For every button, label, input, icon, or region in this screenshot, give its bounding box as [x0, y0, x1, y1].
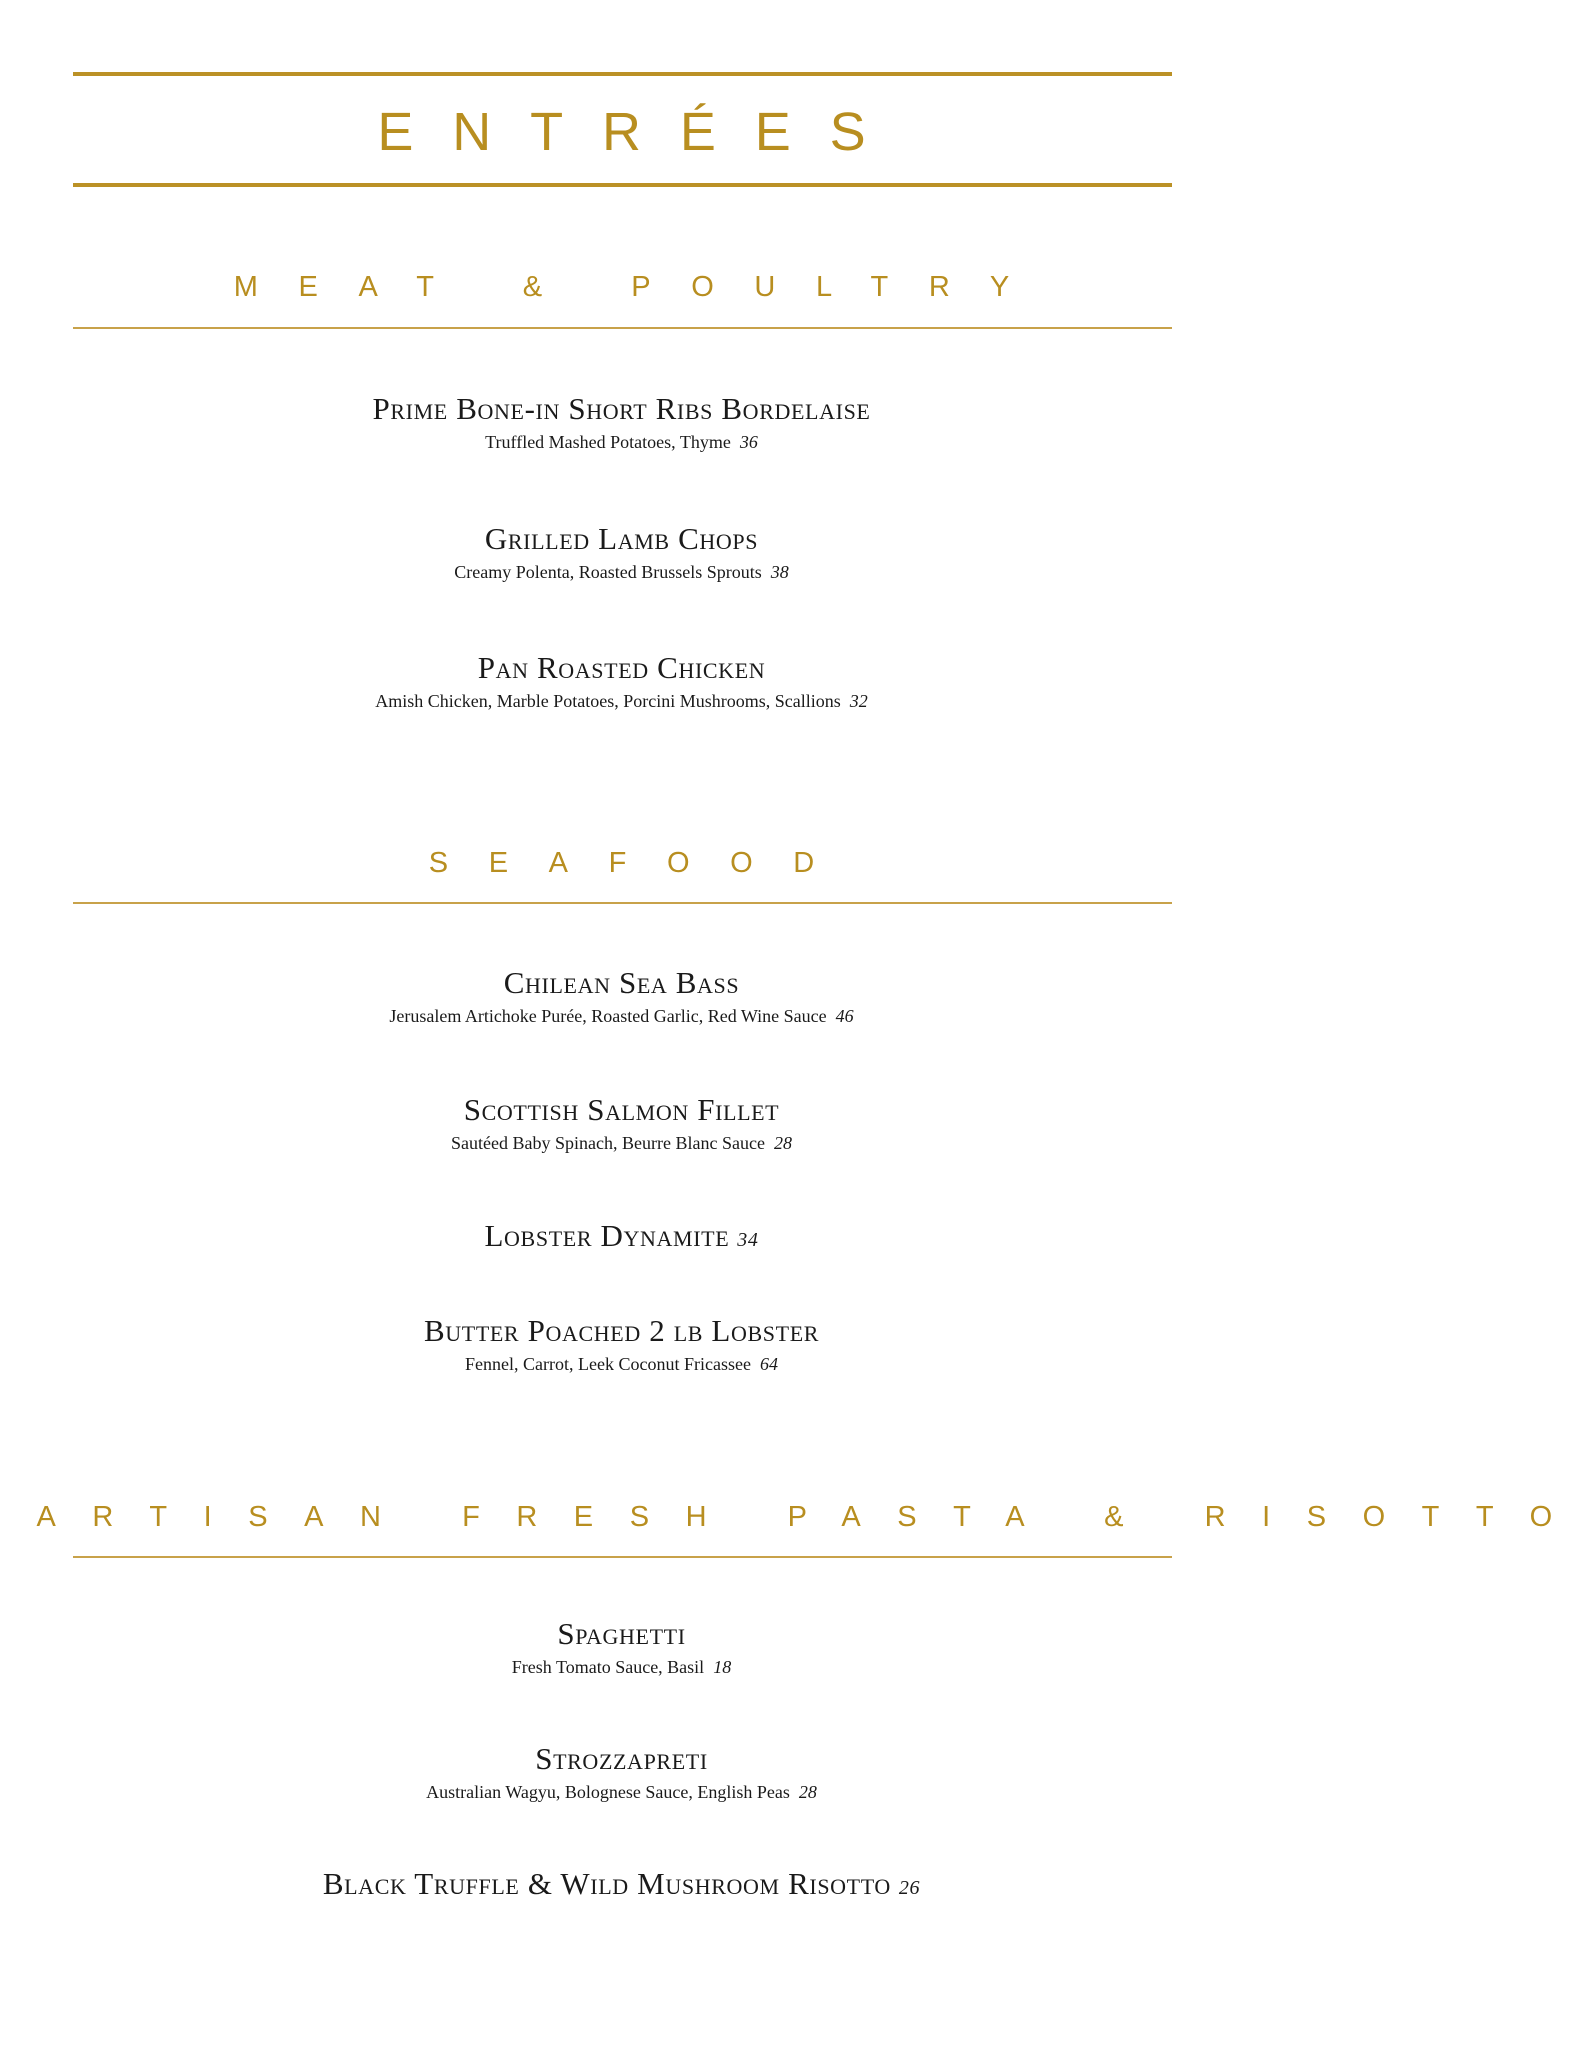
title-bottom-rule [73, 183, 1172, 187]
menu-item [0, 519, 1243, 585]
item-price: 36 [739, 432, 758, 452]
item-description-text: Sautéed Baby Spinach, Beurre Blanc Sauce [451, 1133, 765, 1153]
item-description [0, 559, 1243, 585]
item-description [0, 1654, 1243, 1680]
menu-item [0, 1090, 1243, 1156]
item-price: 28 [798, 1782, 817, 1802]
item-price: 38 [770, 562, 789, 582]
item-name: Chilean Sea Bass [503, 965, 740, 1000]
item-description [0, 1003, 1243, 1029]
menu-item [0, 1311, 1243, 1377]
item-description [0, 1779, 1243, 1805]
item-description-text: Truffled Mashed Potatoes, Thyme [485, 432, 731, 452]
item-price: 46 [835, 1006, 854, 1026]
menu-item [0, 1739, 1243, 1805]
item-description-text: Australian Wagyu, Bolognese Sauce, English Peas [426, 1782, 790, 1802]
item-price: 34 [737, 1229, 759, 1251]
item-name: Spaghetti [557, 1616, 686, 1651]
item-description [0, 688, 1243, 714]
page-title: ENTRÉES [377, 102, 905, 162]
menu-item [0, 1216, 1243, 1260]
item-price: 32 [849, 691, 868, 711]
item-description-text: Fennel, Carrot, Leek Coconut Fricassee [465, 1354, 751, 1374]
item-price: 18 [713, 1657, 732, 1677]
item-price: 26 [898, 1877, 921, 1899]
item-name: Scottish Salmon Fillet [463, 1092, 780, 1127]
section-divider [73, 1556, 1172, 1558]
menu-item [0, 963, 1243, 1029]
item-description [0, 1351, 1243, 1377]
menu-item [0, 389, 1243, 455]
section-divider [73, 327, 1172, 329]
item-description-text: Jerusalem Artichoke Purée, Roasted Garlic, Red Wine Sauce [389, 1006, 827, 1026]
item-name-text: Black Truffle & Wild Mushroom Risotto [322, 1866, 891, 1901]
item-name: Prime Bone-in Short Ribs Bordelaise [372, 391, 871, 426]
item-name: Pan Roasted Chicken [477, 650, 766, 685]
section-title-seafood: SEAFOOD [428, 847, 855, 879]
item-name [0, 1864, 1243, 1908]
item-description-text: Amish Chicken, Marble Potatoes, Porcini Mushrooms, Scallions [375, 691, 841, 711]
section-divider [73, 902, 1172, 904]
item-description [0, 429, 1243, 455]
section-title-meat-poultry: MEAT & POULTRY [233, 271, 1050, 303]
section-title-pasta-risotto: ARTISAN FRESH PASTA & RISOTTO [36, 1501, 1589, 1533]
title-top-rule [73, 72, 1172, 76]
item-name: Strozzapreti [535, 1741, 708, 1776]
menu-item [0, 648, 1243, 714]
item-description-text: Creamy Polenta, Roasted Brussels Sprouts [454, 562, 762, 582]
item-description [0, 1130, 1243, 1156]
menu-item [0, 1864, 1243, 1908]
item-name: Butter Poached 2 lb Lobster [423, 1313, 820, 1348]
item-name: Grilled Lamb Chops [484, 521, 759, 556]
item-price: 28 [773, 1133, 792, 1153]
item-name [0, 1216, 1243, 1260]
menu-item [0, 1614, 1243, 1680]
item-name-text: Lobster Dynamite [484, 1218, 730, 1253]
item-price: 64 [759, 1354, 778, 1374]
item-description-text: Fresh Tomato Sauce, Basil [511, 1657, 705, 1677]
